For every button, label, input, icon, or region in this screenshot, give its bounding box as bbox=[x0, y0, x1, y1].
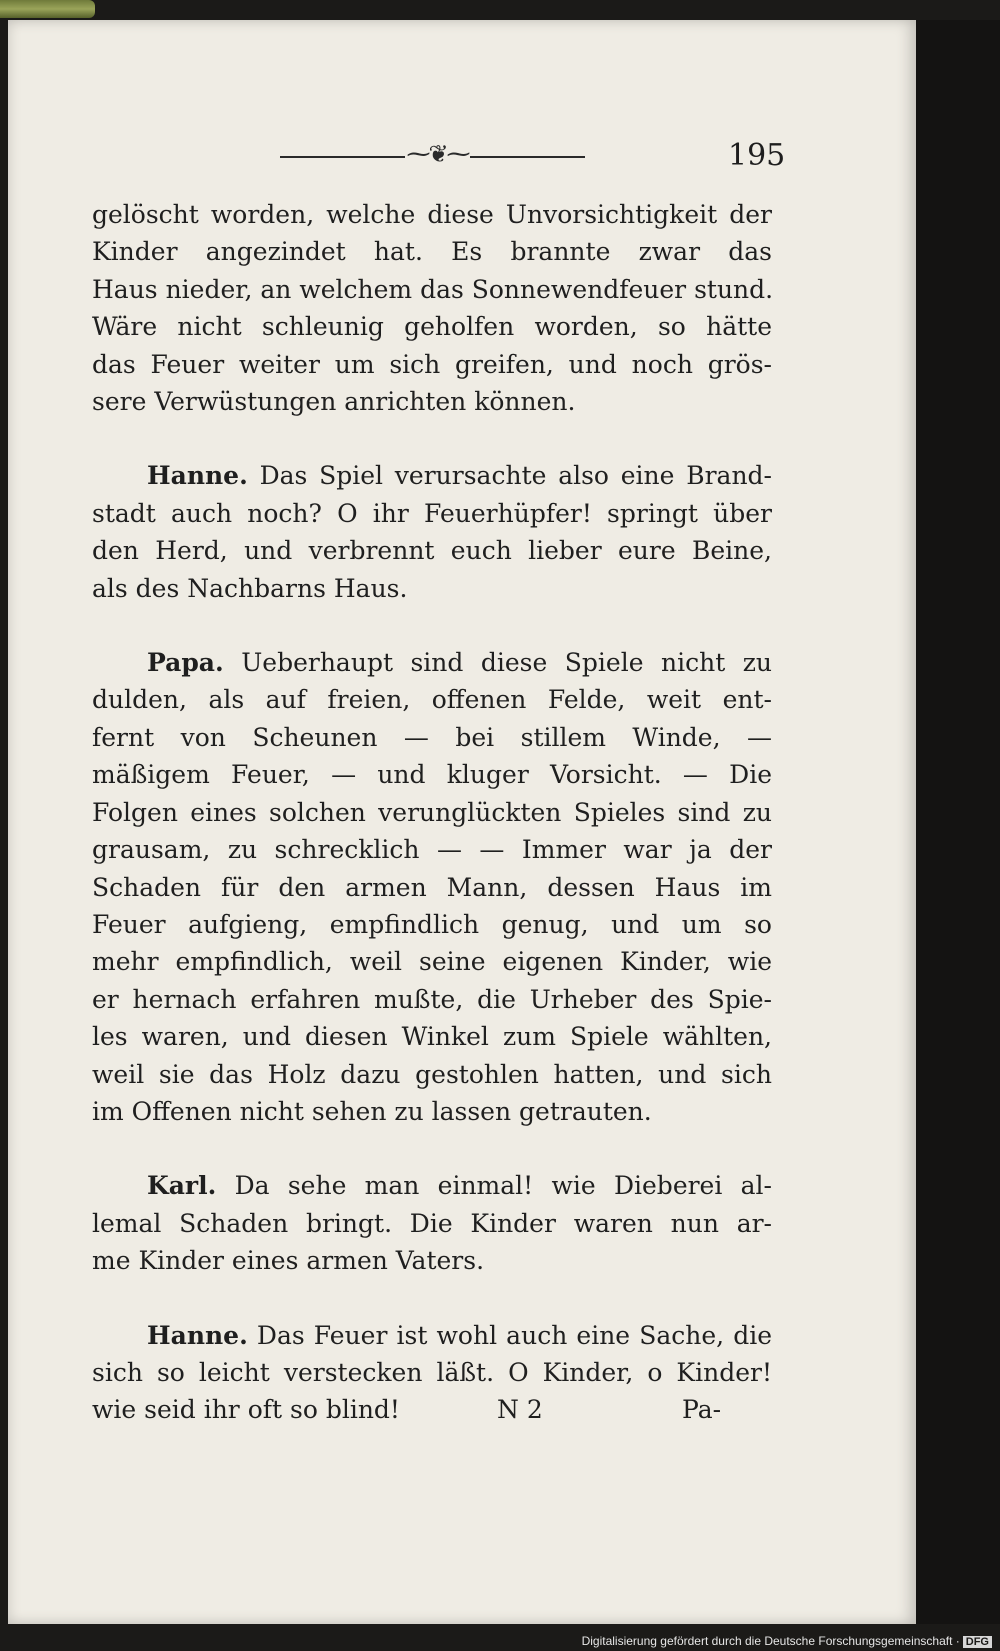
header-rule-left bbox=[280, 156, 405, 158]
text-line: les waren, und diesen Winkel zum Spiele wählten, bbox=[92, 1022, 772, 1052]
text-line: dulden, als auf freien, offenen Felde, weit ent- bbox=[92, 685, 772, 715]
signature-mark: N 2 bbox=[497, 1395, 543, 1425]
text-line: sich so leicht verstecken läßt. O Kinder, o Kinder! bbox=[92, 1357, 772, 1387]
text-line: lemal Schaden bringt. Die Kinder waren nun ar- bbox=[92, 1208, 772, 1238]
page-header bbox=[280, 138, 786, 178]
text-line: im Offenen nicht sehen zu lassen getrauten. bbox=[92, 1096, 652, 1126]
speech-text: Ueberhaupt sind diese Spiele nicht zu bbox=[241, 648, 772, 678]
paragraph-2 bbox=[92, 457, 772, 607]
credit-text: Digitalisierung gefördert durch die Deutsche Forschungsgemeinschaft · bbox=[581, 1634, 960, 1648]
paragraph-3 bbox=[92, 644, 772, 1130]
speech-text: Das Feuer ist wohl auch eine Sache, die bbox=[256, 1320, 772, 1350]
text-line: Wäre nicht schleunig geholfen worden, so hätte bbox=[92, 312, 772, 342]
speech-text: Da sehe man einmal! wie Dieberei al- bbox=[234, 1171, 772, 1201]
text-line: mäßigem Feuer, — und kluger Vorsicht. — Die bbox=[92, 760, 772, 790]
text-line: sere Verwüstungen anrichten können. bbox=[92, 387, 576, 417]
text-line: Feuer aufgieng, empfindlich genug, und um so bbox=[92, 909, 772, 939]
text-line: stadt auch noch? O ihr Feuerhüpfer! springt über bbox=[92, 498, 772, 528]
speaker-name: Papa. bbox=[147, 648, 224, 678]
page-body bbox=[92, 196, 772, 1429]
speaker-name: Karl. bbox=[147, 1171, 217, 1201]
text-line: Haus nieder, an welchem das Sonnewendfeuer stund. bbox=[92, 274, 774, 304]
catchword: Pa- bbox=[682, 1395, 722, 1425]
page-number: 195 bbox=[728, 138, 786, 173]
text-line bbox=[92, 1391, 772, 1428]
text-line bbox=[147, 1317, 772, 1354]
paragraph-4 bbox=[92, 1167, 772, 1279]
book-edge bbox=[916, 20, 1000, 1624]
text-line: weil sie das Holz dazu gestohlen hatten, und sich bbox=[92, 1059, 772, 1089]
text-line bbox=[147, 1167, 772, 1204]
text-line: Schaden für den armen Mann, dessen Haus im bbox=[92, 872, 772, 902]
text-line: mehr empfindlich, weil seine eigenen Kinder, wie bbox=[92, 947, 772, 977]
text-line bbox=[147, 644, 772, 681]
text-line: das Feuer weiter um sich greifen, und noch grös- bbox=[92, 349, 772, 379]
text-line: grausam, zu schrecklich — — Immer war ja der bbox=[92, 835, 772, 865]
text-line: fernt von Scheunen — bei stillem Winde, — bbox=[92, 722, 772, 752]
text-line: als des Nachbarns Haus. bbox=[92, 573, 408, 603]
speaker-name: Hanne. bbox=[147, 1320, 248, 1350]
paragraph-5 bbox=[92, 1317, 772, 1429]
bookmark-ribbon bbox=[0, 0, 95, 18]
speech-text: wie seid ihr oft so blind! bbox=[92, 1395, 400, 1425]
text-line: Folgen eines solchen verunglückten Spieles sind zu bbox=[92, 797, 772, 827]
text-line: gelöscht worden, welche diese Unvorsichtigkeit der bbox=[92, 200, 772, 229]
text-line: er hernach erfahren mußte, die Urheber des Spie- bbox=[92, 984, 772, 1014]
text-line: me Kinder eines armen Vaters. bbox=[92, 1246, 485, 1276]
text-line: Kinder angezindet hat. Es brannte zwar das bbox=[92, 237, 772, 267]
header-ornament: ⁓❦⁓ bbox=[406, 140, 469, 168]
paragraph-1 bbox=[92, 196, 772, 420]
digitization-credit bbox=[582, 1634, 992, 1648]
text-line: den Herd, und verbrennt euch lieber eure Beine, bbox=[92, 536, 772, 566]
speech-text: Das Spiel verursachte also eine Brand- bbox=[259, 461, 772, 491]
speaker-name: Hanne. bbox=[147, 461, 248, 491]
header-rule-right bbox=[470, 156, 585, 158]
dfg-logo: DFG bbox=[963, 1636, 992, 1648]
text-line bbox=[147, 457, 772, 494]
